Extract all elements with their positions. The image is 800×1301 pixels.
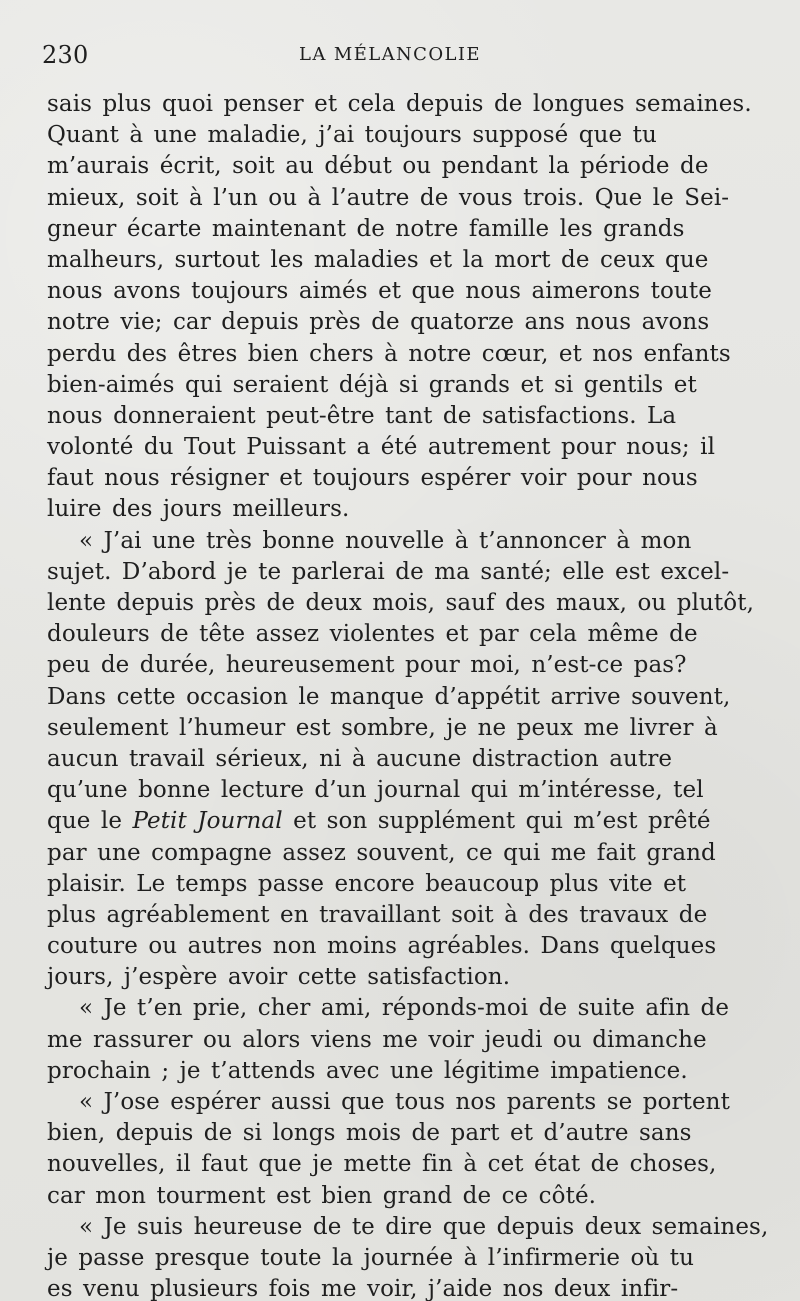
- text-line: bien-aimés qui seraient déjà si grands et si gentils et: [47, 371, 697, 398]
- text-line: je passe presque toute la journée à l’infirmerie où tu: [47, 1244, 695, 1271]
- text-line: « J’ose espérer aussi que tous nos parents se portent: [79, 1089, 730, 1115]
- text-line: « Je t’en prie, cher ami, réponds-moi de suite afin de: [79, 995, 730, 1022]
- text-line: car mon tourment est bien grand de ce côté.: [47, 1182, 597, 1209]
- text-line: nous donneraient peut-être tant de satisfactions. La: [47, 402, 677, 429]
- page-number: 230: [42, 41, 89, 69]
- text-line: m’aurais écrit, soit au début ou pendant la période de: [47, 153, 709, 180]
- text-line: « Je suis heureuse de te dire que depuis deux semaines,: [79, 1213, 769, 1240]
- text-line: couture ou autres non moins agréables. Dans quelques: [47, 933, 717, 960]
- text-line: luire des jours meilleurs.: [47, 496, 350, 523]
- text-line: plus agréablement en travaillant soit à des travaux de: [47, 901, 708, 928]
- text-line: lente depuis près de deux mois, sauf des maux, ou plutôt,: [47, 590, 754, 616]
- text-line: mieux, soit à l’un ou à l’autre de vous trois. Que le Sei-: [47, 184, 730, 211]
- text-line: sujet. D’abord je te parlerai de ma santé; elle est excel-: [47, 558, 730, 585]
- text-line: sais plus quoi penser et cela depuis de longues semaines.: [47, 91, 752, 117]
- text-line: seulement l’humeur est sombre, je ne peux me livrer à: [47, 714, 718, 741]
- text-line: me rassurer ou alors viens me voir jeudi ou dimanche: [47, 1026, 707, 1053]
- text-line: bien, depuis de si longs mois de part et d’autre sans: [47, 1120, 692, 1147]
- text-line: perdu des êtres bien chers à notre cœur, et nos enfants: [47, 340, 731, 367]
- text-line: qu’une bonne lecture d’un journal qui m’intéresse, tel: [47, 777, 704, 804]
- text-line: plaisir. Le temps passe encore beaucoup plus vite et: [47, 870, 687, 897]
- text-line: nous avons toujours aimés et que nous aimerons toute: [47, 278, 712, 305]
- text-line: faut nous résigner et toujours espérer voir pour nous: [47, 465, 698, 492]
- text-line: aucun travail sérieux, ni à aucune distraction autre: [47, 745, 673, 772]
- page-text: [47, 89, 769, 1301]
- text-line: malheurs, surtout les maladies et la mort de ceux que: [47, 246, 709, 273]
- text-line-italic-journal: que le Petit Journal et son supplément qui m’est prêté: [47, 808, 711, 835]
- text-line: douleurs de tête assez violentes et par cela même de: [47, 621, 698, 648]
- text-line: jours, j’espère avoir cette satisfaction.: [47, 964, 511, 991]
- text-line: peu de durée, heureusement pour moi, n’est-ce pas?: [47, 652, 687, 679]
- text-line: nouvelles, il faut que je mette fin à cet état de choses,: [47, 1151, 717, 1178]
- text-line: par une compagne assez souvent, ce qui me fait grand: [47, 839, 716, 866]
- chapter-title: LA MÉLANCOLIE: [299, 44, 481, 65]
- text-line: volonté du Tout Puissant a été autrement pour nous; il: [47, 434, 716, 461]
- text-line: es venu plusieurs fois me voir, j’aide nos deux infir-: [47, 1276, 679, 1301]
- italic-publication-title: Petit Journal: [132, 808, 283, 835]
- running-header: [42, 40, 754, 76]
- text-line: Quant à une maladie, j’ai toujours supposé que tu: [47, 122, 657, 149]
- text-line: Dans cette occasion le manque d’appétit arrive souvent,: [47, 683, 731, 710]
- text-line: prochain ; je t’attends avec une légitime impatience.: [47, 1057, 688, 1084]
- text-line: notre vie; car depuis près de quatorze ans nous avons: [47, 309, 710, 336]
- text-line: gneur écarte maintenant de notre famille les grands: [47, 215, 685, 242]
- text-line: « J’ai une très bonne nouvelle à t’annoncer à mon: [79, 527, 692, 554]
